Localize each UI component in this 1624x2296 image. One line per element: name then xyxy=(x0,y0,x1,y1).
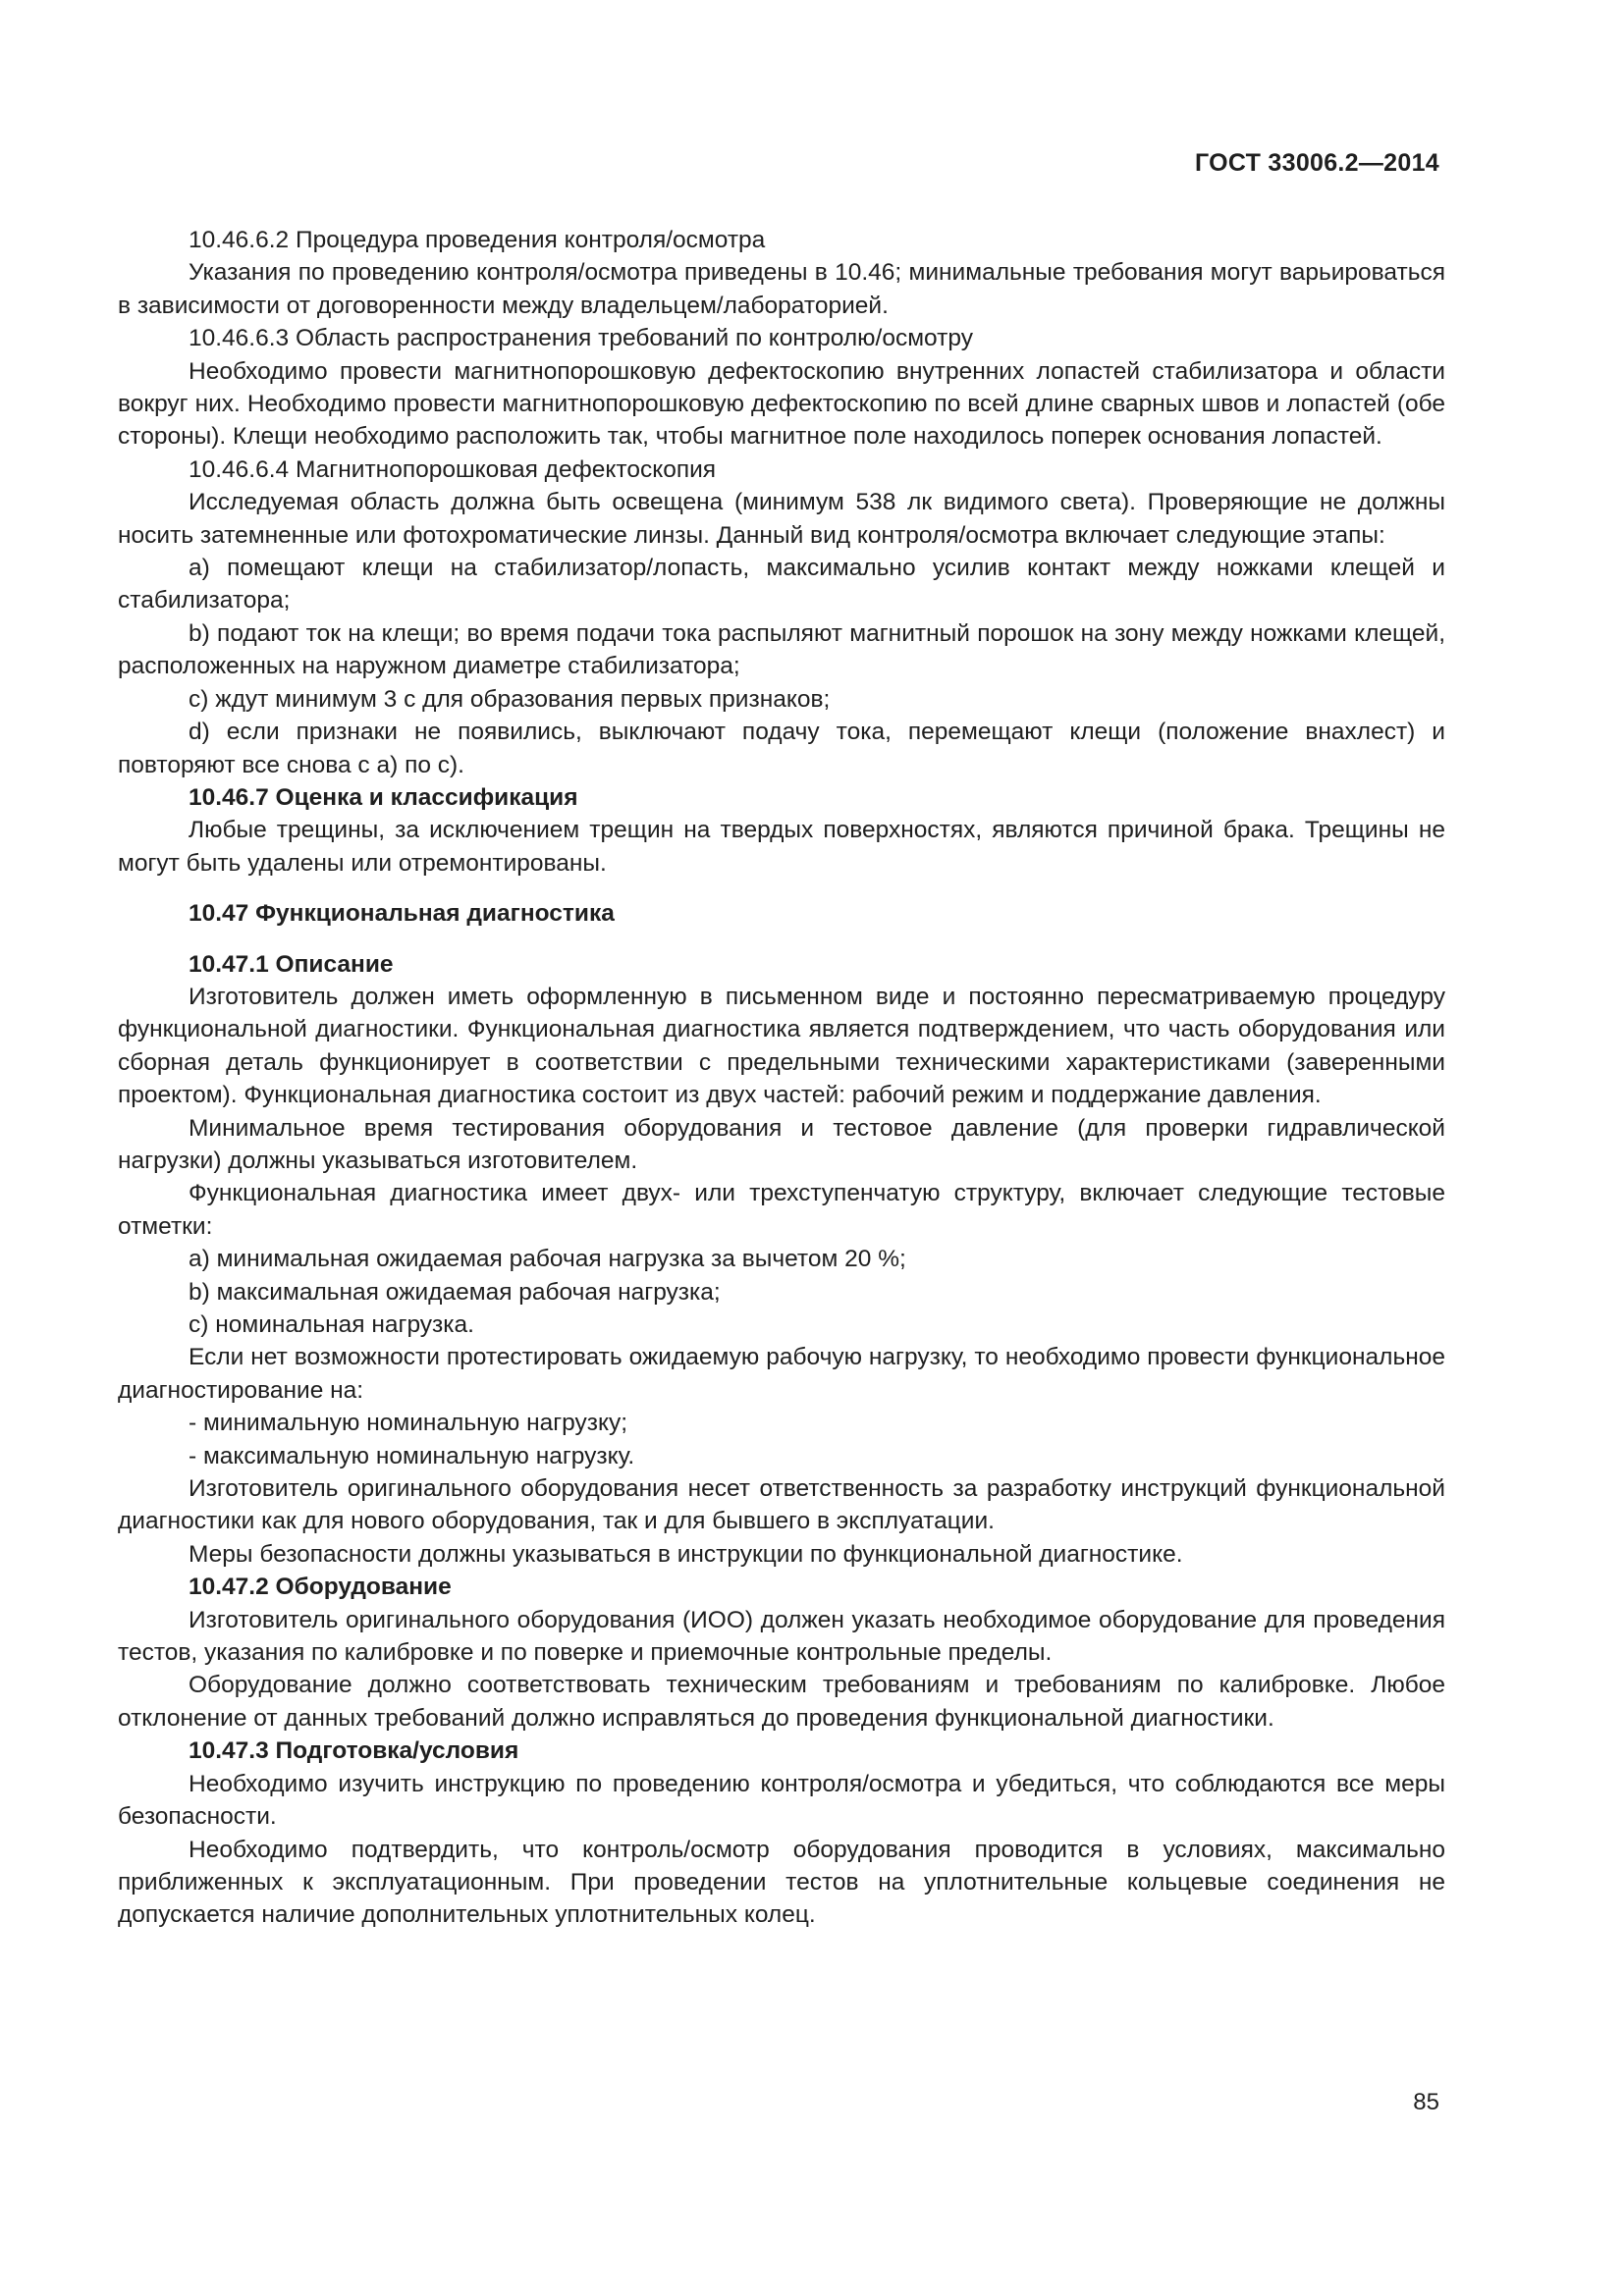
subsection-heading: 10.47.2 Оборудование xyxy=(189,1574,452,1601)
page-number: 85 xyxy=(1413,2089,1439,2115)
paragraph: Изготовитель должен иметь оформленную в письменном виде и постоянно пересматриваемую процедуру функциональной диагностики. Функциональная диагностика является подтверждением, что часть оборудования или сборная деталь функционирует в соответствии с предельными техническими характеристиками (заверенными проектом). Функциональная диагностика состоит из двух частей: рабочий режим и поддержание давления. xyxy=(118,983,1445,1109)
subsection-heading: 10.46.6.4 Магнитнопорошковая дефектоскопия xyxy=(189,455,717,483)
paragraph: Указания по проведению контроля/осмотра приведены в 10.46; минимальные требования могут варьироваться в зависимости от договоренности между владельцем/лабораторией. xyxy=(118,259,1445,319)
paragraph: Меры безопасности должны указываться в инструкции по функциональной диагностике. xyxy=(189,1540,1183,1568)
subsection-heading: 10.46.6.2 Процедура проведения контроля/осмотра xyxy=(189,227,766,253)
document-header: ГОСТ 33006.2—2014 xyxy=(1194,149,1439,177)
list-item: - минимальную номинальную нагрузку; xyxy=(189,1410,628,1437)
paragraph: Необходимо подтвердить, что контроль/осмотр оборудования проводится в условиях, максимально приближенных к эксплуатационным. При проведении тестов на уплотнительные кольцевые соединения не допускается наличие дополнительных уплотнительных колец. xyxy=(118,1836,1445,1929)
paragraph: Изготовитель оригинального оборудования несет ответственность за разработку инструкций функциональной диагностики как для нового оборудования, так и для бывшего в эксплуатации. xyxy=(118,1475,1445,1535)
paragraph: Оборудование должно соответствовать техническим требованиям и требованиям по калибровке. Любое отклонение от данных требований должно исправляться до проведения функциональной диагностики. xyxy=(118,1672,1445,1732)
list-item: b) подают ток на клещи; во время подачи тока распыляют магнитный порошок на зону между ножками клещей, расположенных на наружном диаметре стабилизатора; xyxy=(118,619,1445,680)
paragraph: Любые трещины, за исключением трещин на твердых поверхностях, являются причиной брака. Трещины не могут быть удалены или отремонтированы. xyxy=(118,817,1445,877)
paragraph: Необходимо провести магнитнопорошковую дефектоскопию внутренних лопастей стабилизатора и области вокруг них. Необходимо провести магнитнопорошковую дефектоскопию по всей длине сварных швов и лопастей (обе стороны). Клещи необходимо расположить так, чтобы магнитное поле находилось поперек основания лопастей. xyxy=(118,357,1445,451)
list-item: с) номинальная нагрузка. xyxy=(189,1311,474,1338)
list-item: c) ждут минимум 3 с для образования первых признаков; xyxy=(189,685,831,713)
subsection-heading: 10.46.7 Оценка и классификация xyxy=(189,783,578,811)
paragraph: Изготовитель оригинального оборудования (ИОО) должен указать необходимое оборудование для проведения тестов, указания по калибровке и по поверке и приемочные контрольные пределы. xyxy=(118,1606,1445,1667)
list-item: d) если признаки не появились, выключают подачу тока, перемещают клещи (положение внахлест) и повторяют все снова с а) по с). xyxy=(118,719,1445,778)
paragraph: Исследуемая область должна быть освещена (минимум 538 лк видимого света). Проверяющие не должны носить затемненные или фотохроматические линзы. Данный вид контроля/осмотра включает следующие этапы: xyxy=(118,489,1445,549)
paragraph: Если нет возможности протестировать ожидаемую рабочую нагрузку, то необходимо провести функциональное диагностирование на: xyxy=(118,1344,1445,1404)
list-item: а) минимальная ожидаемая рабочая нагрузка за вычетом 20 %; xyxy=(189,1246,906,1273)
list-item: - максимальную номинальную нагрузку. xyxy=(189,1442,635,1469)
document-body xyxy=(118,224,1445,1932)
subsection-heading: 10.47.1 Описание xyxy=(189,950,394,978)
section-heading: 10.47 Функциональная диагностика xyxy=(189,900,615,928)
subsection-heading: 10.47.3 Подготовка/условия xyxy=(189,1737,519,1765)
list-item: b) максимальная ожидаемая рабочая нагрузка; xyxy=(189,1278,721,1306)
paragraph: Функциональная диагностика имеет двух- или трехступенчатую структуру, включает следующие тестовые отметки: xyxy=(118,1180,1445,1240)
paragraph: Минимальное время тестирования оборудования и тестовое давление (для проверки гидравлической нагрузки) должны указываться изготовителем. xyxy=(118,1114,1445,1174)
paragraph: Необходимо изучить инструкцию по проведению контроля/осмотра и убедиться, что соблюдаются все меры безопасности. xyxy=(118,1770,1445,1831)
list-item: а) помещают клещи на стабилизатор/лопасть, максимально усилив контакт между ножками клещей и стабилизатора; xyxy=(118,555,1445,614)
subsection-heading: 10.46.6.3 Область распространения требований по контролю/осмотру xyxy=(189,325,973,352)
